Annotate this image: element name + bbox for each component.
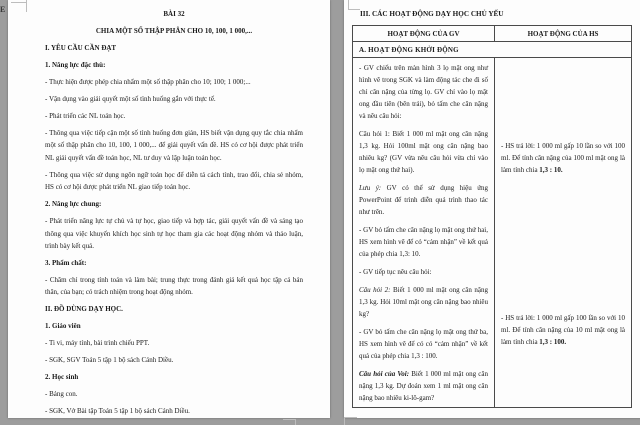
paragraph: - GV bỏ tấm che cân nặng lọ mật ong thứ hai, HS xem hình vẽ để có “cảm nhận” về kết quả của phép chia 1,3: 10. [359, 226, 488, 258]
paragraph: - Phát triển năng lực tự chủ và tự học, giao tiếp và hợp tác, giải quyết vấn đề và sáng tạo thông qua việc khuyến khích học sinh tự học tham gia các hoạt động nhóm và thảo luận, trình bày kết quả. [45, 217, 303, 251]
previous-page-text-fragment: E [0, 5, 6, 14]
paragraph: Câu hỏi 1: Biết 1 000 ml mật ong cân nặng 1,3 kg. Hỏi 100ml mật ong cân nặng bao nhiêu kg? (GV vừa nêu câu hỏi vừa chỉ vào lọ mật ong thứ hai). [359, 130, 488, 174]
left-page-text-area [8, 0, 330, 418]
paragraph: - Chăm chỉ trong tính toán và làm bài; trung thực trong đánh giá kết quả học tập cả bản thân, của bạn; có trách nhiệm trong hoạt động nhóm. [45, 276, 303, 297]
spacer [501, 62, 625, 140]
gv-activity-cell [353, 58, 495, 407]
paragraph: - Vận dụng vào giải quyết một số tình huống gắn với thực tế. [45, 95, 216, 103]
subsection-heading: 2. Năng lực chung: [45, 200, 102, 209]
table-body-row [353, 58, 631, 407]
subsection-heading: 2. Học sinh [45, 373, 79, 382]
question-label: Câu hỏi 2: [359, 286, 391, 294]
table-section-a-row: A. HOẠT ĐỘNG KHỞI ĐỘNG [353, 42, 631, 58]
lesson-number-title: BÀI 32 [163, 10, 185, 18]
table-header-gv: HOẠT ĐỘNG CỦA GV [353, 26, 495, 41]
paragraph: Câu hỏi của Voi: Biết 1 000 ml mật ong cân nặng 1,3 kg. Dự đoán xem 1 ml mật ong cân nặng bao nhiêu ki-lô-gam? [359, 370, 489, 402]
note-label: Lưu ý: [359, 184, 382, 192]
section-heading-iii: III. CÁC HOẠT ĐỘNG DẠY HỌC CHỦ YẾU [360, 10, 504, 18]
table-header-row [353, 26, 631, 42]
voi-question-label: Câu hỏi của Voi: [359, 370, 410, 378]
crop-mark-bottom-left-page [283, 417, 297, 425]
section-heading-i: I. YÊU CẦU CẦN ĐẠT [45, 44, 117, 52]
hs-answer-2: - HS trả lời: 1 000 ml gấp 100 lần so với 10 ml. Để tính cân nặng của 10 ml mật ong là làm tính chia 1,3 : 100. [501, 314, 625, 346]
crop-mark-top-right-page [348, 0, 362, 11]
paragraph: - SGK, SGV Toán 5 tập 1 bộ sách Cánh Diều. [45, 356, 174, 365]
spacer [501, 182, 625, 312]
paragraph: - Thực hiện được phép chia nhẩm một số thập phân cho 10; 100; 1 000;... [45, 78, 251, 86]
paragraph: - Thông qua việc sử dụng ngôn ngữ toán học để diễn tả cách tính, trao đổi, chia sẻ nhóm, HS có cơ hội được phát triển NL giao tiếp toán học. [45, 170, 303, 192]
paragraph: Câu hỏi 2: Biết 1 000 ml mật ong cân nặng 1,3 kg. Hỏi 10ml mật ong cân nặng bao nhiêu kg? [359, 286, 488, 318]
document-page-right[interactable] [344, 0, 640, 418]
paragraph: - GV tiếp tục nêu câu hỏi: [359, 268, 432, 276]
section-heading-ii: II. ĐỒ DÙNG DẠY HỌC. [45, 305, 123, 314]
paragraph: Lưu ý: GV có thể sử dụng hiệu ứng PowerPoint để trình diễn quá trình thao tác như trên. [359, 184, 488, 216]
crop-mark-top-left [11, 0, 27, 13]
activity-table [352, 25, 632, 408]
subsection-heading: 3. Phẩm chất: [45, 259, 87, 268]
crop-mark-bottom-right-page [344, 415, 358, 425]
paragraph: - Ti vi, máy tính, bài trình chiếu PPT. [45, 339, 150, 348]
table-header-hs: HOẠT ĐỘNG CỦA HS [527, 30, 599, 38]
hs-activity-cell [495, 58, 631, 407]
paragraph: - Phát triển các NL toán học. [45, 112, 126, 120]
paragraph: - GV chiếu trên màn hình 3 lọ mật ong như hình vẽ trong SGK và làm động tác che đi số chỉ cân nặng của từng lọ. GV chỉ vào lọ mật ong đầu tiên (bên trái), bỏ tấm che cân nặng và nêu câu hỏi: [359, 64, 488, 120]
paragraph: - Bảng con. [45, 390, 78, 399]
hs-answer-1: - HS trả lời: 1 000 ml gấp 10 lần so với 100 ml. Để tính cân nặng của 100 ml mật ong là làm tính chia 1,3 : 10. [501, 142, 625, 174]
document-page-left[interactable] [8, 0, 330, 418]
paragraph: - GV bỏ tấm che cân nặng lọ mật ong thứ ba, HS xem hình vẽ để có có “cảm nhận” về kết quả của phép chia 1,3 : 100. [359, 328, 488, 360]
paragraph: - SGK, Vở Bài tập Toán 5 tập 1 bộ sách Cánh Diều. [45, 407, 190, 416]
paragraph: - Thông qua việc tiếp cận một số tình huống đơn giản, HS biết vận dụng quy tắc chia nhẩm một số thập phân cho 10, 100, 1 000,... để giải quyết vấn đề. HS có cơ hội được phát triển NL giải quyết vấn đề toán học, NL tư duy và lập luận toán học. [45, 129, 303, 162]
subsection-heading: 1. Giáo viên [45, 322, 81, 331]
subsection-heading: 1. Năng lực đặc thù: [45, 61, 106, 69]
lesson-title: CHIA MỘT SỐ THẬP PHÂN CHO 10, 100, 1 000,... [95, 27, 253, 35]
